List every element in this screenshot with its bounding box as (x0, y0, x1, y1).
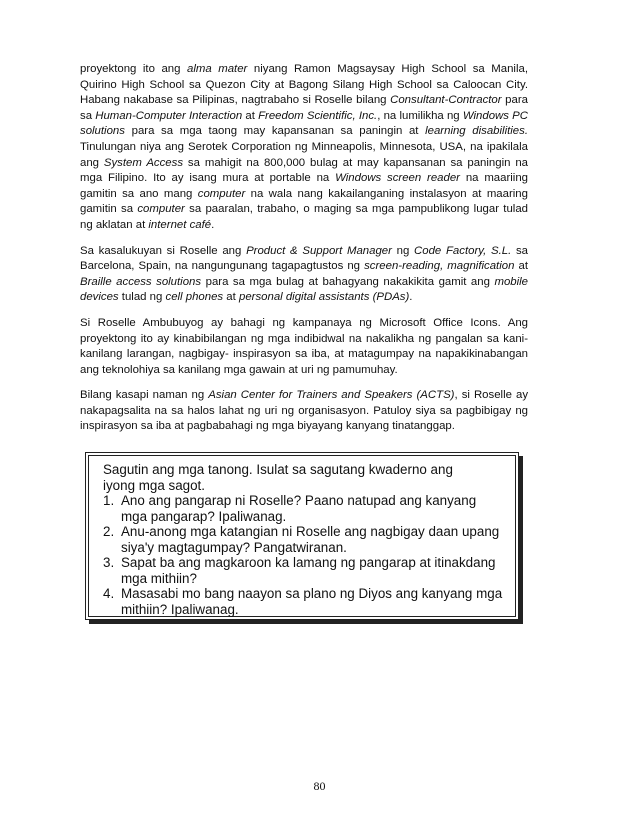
italic-text-run: Windows PC solutions (80, 109, 528, 138)
text-run: tulad ng (118, 291, 166, 304)
italic-text-run: cell phones (165, 291, 224, 304)
text-run: , na lumilikha ng (377, 109, 463, 122)
italic-text-run: computer (197, 187, 246, 200)
text-run: . (211, 218, 215, 231)
question-box-inner (88, 455, 516, 617)
question-box (85, 452, 519, 620)
text-run: at (242, 109, 259, 122)
italic-text-run: Product & Support Manager (246, 244, 392, 257)
question-number: 2. (103, 524, 115, 539)
text-run: sa mahigit na 800,000 bulag at may kapansanan sa paningin na mga Filipino. Ito ay isang mura at portable na (80, 156, 529, 185)
text-run: sa Barcelona, Spain, na nangungunang tagapagtustos ng (80, 244, 529, 273)
italic-text-run: internet café (148, 218, 212, 231)
text-run: proyektong ito ang (80, 63, 187, 75)
text-run: Bilang kasapi naman ng (80, 389, 209, 402)
question-instructions: Sagutin ang mga tanong. Isulat sa sagutang kwaderno ang iyong mga sagot. (103, 462, 453, 493)
paragraph-1 (80, 62, 528, 234)
italic-text-run: computer (137, 203, 185, 216)
text-run: para sa mga bulag at bahagyang nakakikita gamit ang (201, 275, 495, 288)
italic-text-run: screen-reading, magnification (364, 260, 515, 273)
text-run: Tinulungan niya ang Serotek Corporation ng Minneapolis, Minnesota, USA, na ipakilala ang (80, 140, 528, 169)
italic-text-run: Code Factory, S.L. (414, 244, 512, 257)
italic-text-run: mobile devices (80, 275, 529, 304)
question-text: Anu-anong mga katangian ni Roselle ang nagbigay daan upang siya'y magtagumpay? Pangatwiranan. (121, 524, 500, 555)
text-run: para sa (80, 94, 528, 122)
italic-text-run: learning disabilities. (425, 125, 528, 138)
question-item (103, 524, 505, 555)
question-number: 1. (103, 493, 115, 508)
text-run: Sa kasalukuyan si Roselle ang (80, 244, 247, 257)
text-run: na maariing gamitin sa ano mang (80, 172, 528, 200)
italic-text-run: personal digital assistants (PDAs) (238, 291, 410, 304)
paragraph-2 (80, 244, 528, 306)
question-number: 3. (103, 555, 115, 570)
question-number: 4. (103, 586, 115, 601)
paragraph-4 (80, 388, 528, 435)
text-run: , si Roselle ay nakapagsalita na sa halos lahat ng uri ng organisasyon. Patuloy siya sa pagbibigay ng inspirasyon sa iba at pagbabahagi ng mga biyayang kanyang tinatanggap. (80, 389, 529, 433)
page-number: 80 (313, 779, 326, 793)
text-run: ng (391, 244, 415, 257)
text-run: Si Roselle Ambubuyog ay bahagi ng kampanaya ng Microsoft Office Icons. Ang proyektong ito ay kinabibilangan ng mga indibidwal na nakalikha ng pangalan sa kani-kanilang larangan, nagbigay- inspirasyon sa iba, at matagumpay na napakikinabangan ang teknolohiya sa kanilang mga gawain at uri ng pamumuhay. (80, 316, 528, 376)
question-item (103, 555, 505, 586)
question-item (103, 493, 505, 524)
question-text: Sapat ba ang magkaroon ka lamang ng pangarap at itinakdang mga mithiin? (121, 555, 496, 586)
text-run: sa paaralan, trabaho, o maging sa mga pampublikong lugar tulad ng aklatan at (80, 203, 528, 231)
body-text (80, 62, 528, 445)
text-run: at (223, 291, 239, 304)
paragraph-3 (80, 316, 528, 378)
question-item (103, 586, 505, 617)
italic-text-run: Freedom Scientific, Inc. (258, 109, 378, 122)
italic-text-run: Human-Computer Interaction (95, 109, 243, 122)
text-run: na wala nang kakailanganing instalasyon at maaring gamitin sa (80, 187, 528, 216)
italic-text-run: Braille access solutions (80, 275, 202, 288)
text-run: niyang Ramon Magsaysay High School sa Manila, Quirino High School sa Quezon City at Bagong Silang High School sa Caloocan City. Habang nakabase sa Pilipinas, nagtrabaho si Roselle bilang (80, 63, 528, 107)
italic-text-run: System Access (103, 156, 184, 169)
question-text: Masasabi mo bang naayon sa plano ng Diyos ang kanyang mga mithiin? Ipaliwanag. (121, 586, 503, 617)
question-text: Ano ang pangarap ni Roselle? Paano natupad ang kanyang mga pangarap? Ipaliwanag. (121, 493, 477, 524)
text-run: . (409, 291, 413, 304)
question-list (103, 493, 505, 617)
italic-text-run: Consultant-Contractor (390, 94, 502, 107)
italic-text-run: alma mater (187, 63, 248, 75)
text-run: para sa mga taong may kapansanan sa paningin at (124, 125, 426, 138)
italic-text-run: Asian Center for Trainers and Speakers (ACTS) (208, 389, 455, 402)
italic-text-run: Windows screen reader (335, 172, 460, 185)
text-run: at (514, 260, 528, 273)
